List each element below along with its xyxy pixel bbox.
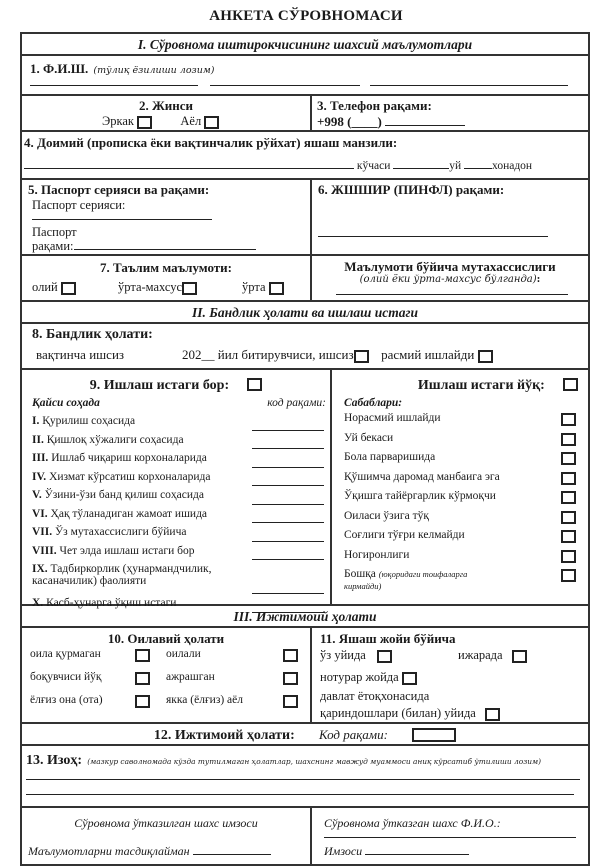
q8-employment [22,324,588,370]
sector-text: Ўз мутахассислиги бўйича [55,526,187,538]
sector-code-field[interactable] [252,559,324,560]
code-header: код рақами: [267,397,326,409]
temp-unemployed-label: вақтинча ишсиз [36,347,125,362]
q10-label: 10. Оилавий ҳолати [107,631,225,646]
reason-checkbox[interactable] [561,413,576,426]
sector-text: Хизмат кўрсатиш корхоналарида [49,470,211,483]
family-option [166,648,302,660]
reason-item [344,412,576,432]
reason-item [344,432,576,452]
apartment-field[interactable] [464,168,492,169]
q4-address [22,132,588,180]
higher-label: олий [32,280,58,294]
reason-list [344,412,576,600]
reason-item [344,529,576,549]
reason-item [344,490,576,510]
social-code-box[interactable] [412,728,456,742]
passport-series-field[interactable] [32,210,212,220]
respondent-signature-field[interactable] [193,854,271,855]
survey-form [20,32,590,866]
apartment-label: хонадон [492,160,533,172]
confirm-label: Маълумотларни тасдиқлайман [28,844,190,858]
secondary-label: ўрта [242,280,266,294]
code-label: Код рақами: [318,727,388,742]
graduate-label: 202__ йил битирувчиси, ишсиз [182,347,354,362]
rent-checkbox[interactable] [512,650,527,663]
dorm-label-2: қариндошлари (билан) уйида [320,706,476,720]
reason-text: Соғлиги тўғри келмайди [344,529,465,541]
reason-text: Ногиронлиги [344,548,410,561]
q11-residence [312,628,588,722]
sector-code-field[interactable] [252,485,324,486]
q12-social-status [22,724,588,746]
interviewer-name-field[interactable] [324,828,576,838]
form-title: АНКЕТА СЎРОВНОМАСИ [209,8,403,24]
own-home-checkbox[interactable] [377,650,392,663]
family-option-label: ажрашган [166,671,215,683]
reason-text: Ўқишга тайёргарлик кўрмоқчи [344,490,496,502]
secondary-special-checkbox[interactable] [182,282,197,295]
family-option [30,648,150,660]
no-wish-checkbox[interactable] [563,378,578,391]
female-checkbox[interactable] [204,116,219,129]
reason-item-other [344,568,576,600]
notes-line-2[interactable] [26,785,574,795]
sector-text: Ишлаб чиқариш корхоналарида [51,452,207,464]
q1-full-name [22,56,588,96]
q13-label: 13. Изоҳ: [26,753,83,768]
sector-item [32,471,328,490]
sector-item [32,434,328,453]
wish-to-work-checkbox[interactable] [247,378,262,391]
phone-prefix: +998 (____) [317,114,382,129]
sector-number: VIII. [32,544,57,557]
q10-family-status [22,628,312,722]
family-option [30,694,150,706]
sector-text: Қишлоқ хўжалиги соҳасида [46,433,184,446]
sector-item [32,489,328,508]
passport-number-label-2: рақами: [32,239,74,253]
family-option-label: оила қурмаган [30,648,101,660]
sector-code-field[interactable] [252,593,324,594]
reason-item [344,510,576,530]
q6-pinfl [312,180,588,254]
q2-label: 2. Жинси [138,98,194,113]
sector-number: V. [32,489,42,501]
sector-text: Тадбиркорлик (ҳунармандчилик, [50,563,212,575]
no-wish-to-work [332,370,588,604]
patronymic-field[interactable] [370,74,568,86]
sector-text: Қурилиш соҳасида [42,415,136,427]
sector-text: Чет элда ишлаш истаги бор [59,544,195,557]
first-name-field[interactable] [210,74,360,86]
reason-checkbox[interactable] [561,472,576,485]
street-label: кўчаси [356,160,391,172]
other-checkbox[interactable] [561,569,576,582]
family-option-label: ёлғиз она (ота) [30,694,103,706]
q3-label: 3. Телефон рақами: [317,98,432,113]
q9-wish-to-work [22,370,332,609]
sector-text: Касб-ҳунарга ўқиш истаги [46,597,177,609]
q7-education [22,256,312,300]
sector-item [32,508,328,527]
other-hint: (юқоридаги тоифаларга [378,569,468,579]
sector-item [32,545,328,564]
reason-checkbox[interactable] [561,511,576,524]
reasons-header: Сабаблари: [344,397,403,409]
q2-gender [22,96,312,130]
male-checkbox[interactable] [137,116,152,129]
specialty-hint: (олий ёки ўрта-махсус бўлганда) [359,274,537,285]
sector-code-field[interactable] [252,522,324,523]
q13-hint: (мазкур саволномада кўзда тутилмаган ҳолатлар, шахснинг мавжуд муаммоси аниқ кўрсатиб ўтилиши лозим) [87,757,541,766]
section-1-header: I. Сўровнома иштирокчисининг шахсий маълумотлари [22,34,588,56]
reason-checkbox[interactable] [561,452,576,465]
family-option-checkbox[interactable] [135,695,150,708]
family-option-label: боқувчиси йўқ [30,671,102,683]
family-option-checkbox[interactable] [135,649,150,662]
reason-item [344,451,576,471]
reason-text: Бола парваришида [344,451,436,463]
family-option-checkbox[interactable] [283,649,298,662]
specialty: Маълумоти бўйича мутахассислиги (олий ёки ўрта-махсус бўлганда): [312,256,588,300]
reason-checkbox[interactable] [561,530,576,543]
sector-number: II. [32,433,44,446]
family-option [166,671,302,683]
sector-number: I. [32,415,40,427]
pinfl-field[interactable] [318,225,548,237]
reason-text: Оиласи ўзига тўқ [344,509,429,522]
q6-label: 6. ЖШШИР (ПИНФЛ) рақами: [318,182,505,197]
family-option-checkbox[interactable] [135,672,150,685]
q12-label: 12. Ижтимоий ҳолати: [153,728,295,743]
higher-checkbox[interactable] [61,282,76,295]
sector-header: Қайси соҳада [32,397,100,409]
family-option-label: оилали [166,648,201,660]
respondent-label: Сўровнома ўтказилган шахс имзоси [74,816,258,830]
sector-item [32,526,328,545]
q3-phone [312,96,588,130]
rent-label: ижарада [458,648,503,662]
dorm-label-1: давлат ётоқхонасида [320,689,430,703]
other-hint-2: кирмайди) [344,581,382,591]
q5-label: 5. Паспорт серияси ва рақами: [28,182,210,197]
reason-text: Қўшимча даромад манбаига эга [344,470,500,483]
house-label: уй [449,160,462,172]
passport-series-label: Паспорт серияси: [32,198,126,212]
sector-code-field[interactable] [252,448,324,449]
reason-item [344,471,576,491]
interviewer-signature-field[interactable] [365,854,469,855]
reason-checkbox[interactable] [561,433,576,446]
non-resident-label: нотурар жойда [320,670,399,684]
family-option-checkbox[interactable] [283,695,298,708]
section-3-header: III. Ижтимоий ҳолати [22,606,588,628]
reason-text: Уй бекаси [344,431,394,444]
sector-text: Ҳақ тўланадиган жамоат ишида [50,507,208,520]
reason-item [344,549,576,569]
q8-label: 8. Бандлик ҳолати: [32,327,153,342]
q13-notes [22,746,588,808]
q5-passport [22,180,312,254]
sector-number: IV. [32,470,47,483]
respondent-signature [22,808,312,864]
reason-text: Норасмий ишлайди [344,412,441,424]
family-option [166,694,302,706]
officially-employed-checkbox[interactable] [478,350,493,363]
sector-code-field[interactable] [252,430,324,431]
notes-line-1[interactable] [26,770,580,780]
sector-item [32,452,328,471]
interviewer-label: Сўровнома ўтказган шахс Ф.И.О.: [324,816,501,830]
q7-label: 7. Таълим маълумоти: [100,260,232,275]
sector-list [32,415,328,616]
relatives-home-checkbox[interactable] [485,708,500,721]
family-option [30,671,150,683]
no-wish-label: Ишлаш истаги йўқ: [417,378,545,393]
non-resident-checkbox[interactable] [402,672,417,685]
q11-label: 11. Яшаш жойи бўйича [320,631,456,646]
female-label: Аёл [180,114,202,128]
family-option-checkbox[interactable] [283,672,298,685]
sector-number: VI. [32,507,48,520]
secondary-special-label: ўрта-махсус [118,280,183,294]
reason-checkbox[interactable] [561,550,576,563]
own-home-label: ўз уйида [320,648,366,662]
officially-employed-label: расмий ишлайди [381,347,475,362]
sector-number: VII. [32,526,53,538]
other-text: Бошқа [344,568,376,580]
sector-text: Ўзини-ўзи банд қилиш соҳасида [44,489,205,501]
graduate-checkbox[interactable] [354,350,369,363]
specialty-label: Маълумоти бўйича мутахассислиги [344,259,556,274]
sector-item [32,563,328,597]
q1-hint: (тўлиқ ёзилиши лозим) [93,65,215,76]
house-field[interactable] [393,168,449,169]
q4-label: 4. Доимий (прописка ёки вақтинчалик рўйхат) яшаш манзили: [24,135,398,150]
address-field[interactable] [24,168,354,169]
family-option-label: якка (ёлғиз) аёл [166,694,244,706]
phone-number-field[interactable] [385,125,465,126]
interviewer-info [312,808,588,864]
q1-label: 1. Ф.И.Ш. [30,61,89,76]
sector-code-field[interactable] [252,541,324,542]
sector-number: IX. [32,563,48,575]
sector-number: X. [32,597,44,609]
sector-code-field[interactable] [252,467,324,468]
section-2-header: II. Бандлик ҳолати ва ишлаш истаги [22,302,588,324]
reason-checkbox[interactable] [561,491,576,504]
passport-number-label-1: Паспорт [32,225,77,239]
signature-label: Имзоси [324,844,363,858]
secondary-checkbox[interactable] [269,282,284,295]
passport-number-field[interactable] [74,249,256,250]
sector-number: III. [32,452,49,464]
q9-label: 9. Ишлаш истаги бор: [89,378,230,393]
sector-text-2: касаначилик) фаолияти [32,575,147,587]
sector-code-field[interactable] [252,504,324,505]
male-label: Эркак [102,114,135,128]
surname-field[interactable] [30,74,198,86]
specialty-field[interactable] [336,286,568,295]
sector-item [32,415,328,434]
